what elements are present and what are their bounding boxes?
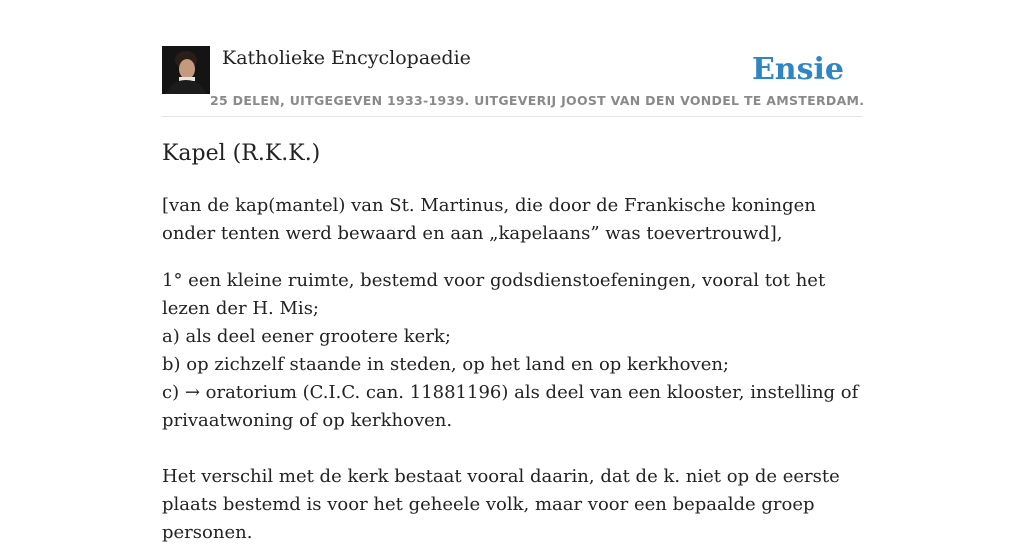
article-title: Kapel (R.K.K.) (162, 141, 321, 166)
article (162, 138, 862, 547)
definition-line: b) op zichzelf staande in steden, op het land en op kerkhoven; (162, 354, 729, 375)
ensie-logo-link[interactable]: Ensie (751, 52, 844, 87)
portrait-avatar[interactable] (162, 46, 210, 94)
article-intro: [van de kap(mantel) van St. Martinus, die door de Frankische koningen onder tenten werd bewaard en aan „kapelaans” was toevertrouwd], (162, 195, 816, 244)
site-title[interactable]: Katholieke Encyclopaedie (222, 47, 471, 69)
definition-line: 1° een kleine ruimte, bestemd voor godsdienstoefeningen, vooral tot het lezen der H. Mis; (162, 270, 826, 319)
article-paragraph: Het verschil met de kerk bestaat vooral daarin, dat de k. niet op de eerste plaats bestemd is voor het geheele volk, maar voor een bepaalde groep personen. (162, 466, 840, 543)
site-subtitle: 25 DELEN, UITGEGEVEN 1933-1939. UITGEVERIJ JOOST VAN DEN VONDEL TE AMSTERDAM. (210, 93, 865, 108)
definition-line: a) als deel eener grootere kerk; (162, 326, 451, 347)
portrait-icon (162, 46, 210, 94)
site-header (162, 46, 865, 117)
definition-block (162, 267, 862, 435)
definition-line: c) → oratorium (C.I.C. can. 11881196) als deel van een klooster, instelling of privaatwoning of op kerkhoven. (162, 382, 859, 431)
